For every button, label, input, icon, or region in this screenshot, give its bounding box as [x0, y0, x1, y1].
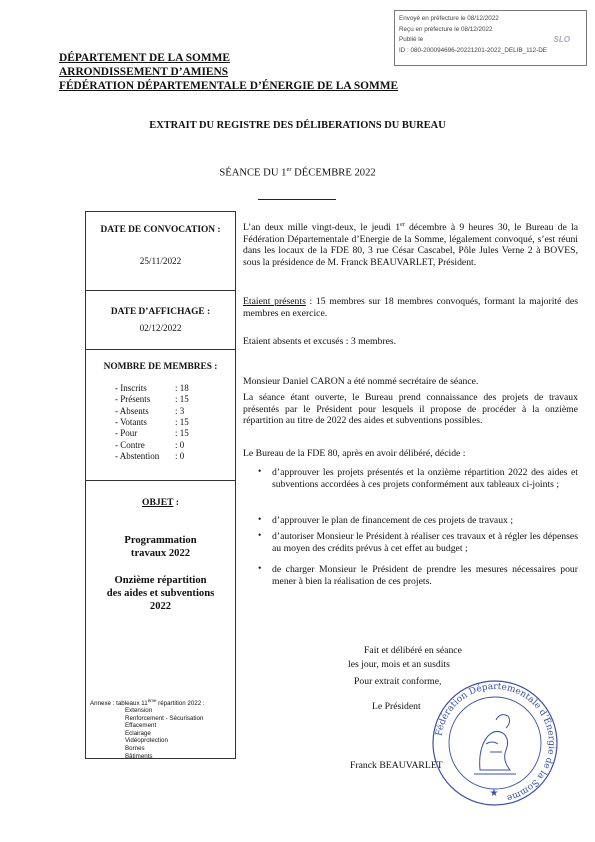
objet-label: OBJET [142, 497, 174, 508]
objet-subtitle-line: 2022 [149, 601, 172, 612]
annexe-heading-a: Annexe : tableaux 11 [90, 700, 148, 708]
prefecture-stamp [394, 10, 587, 66]
bullet-marker: • [258, 467, 262, 477]
session-paragraph: La séance étant ouverte, le Bureau prend connaissance des projets de travaux présentés par le Président pour lesquels il propose de procéder à la onzième répartition au titre de 2022 des aides et subventions possibles. [243, 392, 578, 427]
seance-underline [258, 199, 336, 200]
member-count-row [115, 440, 184, 450]
bullet-marker: • [258, 564, 262, 574]
annexe-heading-sup: ème [147, 698, 157, 703]
header-department: DÉPARTEMENT DE LA SOMME [59, 52, 231, 64]
member-count-row [115, 451, 184, 461]
slo-logo: SLO [553, 35, 570, 44]
document-title: EXTRAIT DU REGISTRE DES DÉLIBERATIONS DU BUREAU [149, 120, 446, 131]
objet-subtitle-line: des aides et subventions [106, 588, 215, 599]
decision-intro: Le Bureau de la FDE 80, après en avoir délibéré, décide : [243, 448, 466, 459]
member-count-row [115, 394, 189, 404]
annexe-heading [90, 698, 205, 707]
convocation-date: 25/11/2022 [139, 256, 182, 266]
left-info-box [85, 211, 236, 759]
header-federation: FÉDÉRATION DÉPARTEMENTALE D’ÉNERGIE DE LA SOMME [59, 80, 399, 92]
annexe-item: Effacement [125, 722, 157, 730]
presents-text: : 15 membres sur 18 membres convoqués, formant la majorité des membres en exercice. [243, 296, 578, 319]
annexe-item: Extension [125, 707, 153, 714]
annexe-heading-b: répartition 2022 : [156, 700, 205, 708]
member-count-value: : 15 [175, 394, 189, 405]
signature-line: Pour extrait conforme, [354, 676, 442, 687]
member-count-value: : 15 [175, 428, 189, 439]
opening-text-b: décembre à 9 heures 30, le Bureau de la Fédération Départementale d’Energie de la Somme, légalement convoqué, s’est réuni dans les locaux de la FDE 80, 3 rue César Cascabel, Pôle Jules Verne 2 à BOVES, sous la présidence de M. Franck BEAUVARLET, Président. [243, 222, 578, 269]
objet-subtitle-line: Onzième répartition [114, 575, 207, 586]
signature-title: Le Président [372, 701, 421, 712]
member-count-label: - Contre [115, 439, 145, 450]
member-count-label: - Votants [115, 416, 147, 427]
seance-date-sup: er [286, 166, 292, 173]
opening-text-sup: er [400, 222, 405, 228]
bullet-marker: • [258, 531, 262, 541]
annexe-item: Eclairage [125, 729, 151, 737]
signature-line: Fait et délibéré en séance [364, 645, 462, 656]
stamp-sent-line: Envoyé en préfecture le 08/12/2022 [399, 15, 499, 22]
membres-label: NOMBRE DE MEMBRES : [103, 362, 218, 372]
president-name: Franck BEAUVARLET [350, 760, 443, 771]
bullet-marker: • [258, 515, 262, 525]
opening-paragraph [243, 220, 578, 269]
objet-title-line: travaux 2022 [130, 548, 191, 559]
signature-line: les jour, mois et an susdits [348, 659, 450, 670]
affichage-label: DATE D’AFFICHAGE : [110, 307, 211, 317]
seance-date-suffix: DÉCEMBRE 2022 [291, 167, 376, 179]
decision-item: d’autoriser Monsieur le Président à réaliser ces travaux et à régler les dépenses au moyen des crédits prévus à cet effet au budget ; [272, 531, 578, 554]
seance-date-prefix: SÉANCE DU 1 [219, 167, 287, 179]
official-seal [430, 678, 560, 808]
member-count-value: : 3 [175, 405, 185, 416]
member-count-row [115, 383, 189, 393]
absents-paragraph: Etaient absents et excusés : 3 membres. [243, 336, 397, 347]
member-count-label: - Abstention [115, 450, 160, 461]
member-count-row [115, 406, 184, 416]
seal-ring-text: Fédération Départementale d’Énergie de la Somme [434, 681, 557, 803]
box-divider [86, 290, 235, 291]
box-divider [86, 480, 235, 481]
stamp-id-line: ID : 080-200094696-20221201-2022_DELIB_112-DE [399, 46, 547, 54]
decision-item: d’approuver les projets présentés et la onzième répartition 2022 des aides et subventions accordées à ces projets conformément aux tableaux ci-joints ; [272, 467, 578, 490]
stamp-published-line: Publié le [399, 36, 424, 43]
member-count-row [115, 417, 189, 427]
convocation-label: DATE DE CONVOCATION : [100, 225, 221, 235]
objet-heading [86, 497, 235, 508]
annexe-item: Renforcement - Sécurisation [125, 714, 204, 722]
presents-label: Etaient présents [243, 296, 306, 307]
seal-star-icon: ★ [489, 788, 499, 799]
header-arrondissement: ARRONDISSEMENT D’AMIENS [59, 66, 229, 78]
member-count-value: : 0 [175, 439, 185, 450]
annexe-item: Bâtiments [125, 752, 153, 760]
member-count-label: - Pour [115, 428, 138, 439]
presents-paragraph [243, 296, 578, 319]
stamp-received-line: Reçu en préfecture le 08/12/2022 [399, 25, 493, 33]
member-count-label: - Absents [115, 405, 149, 416]
member-count-value: : 0 [175, 450, 185, 461]
opening-text-a: L’an deux mille vingt-deux, le jeudi 1 [243, 222, 401, 234]
annexe-item: Bornes [125, 745, 145, 752]
member-count-label: - Présents [115, 394, 151, 405]
member-count-row [115, 428, 189, 438]
secretary-paragraph: Monsieur Daniel CARON a été nommé secrétaire de séance. [243, 376, 479, 387]
objet-colon: : [173, 497, 179, 508]
box-divider [86, 349, 235, 350]
seance-date [0, 166, 595, 179]
member-count-value: : 18 [175, 383, 189, 393]
decision-item: de charger Monsieur le Président de prendre les mesures nécessaires pour mener à bien la réalisation de ces projets. [272, 564, 578, 587]
objet-title-line: Programmation [124, 535, 197, 546]
member-count-label: - Inscrits [115, 383, 147, 393]
affichage-date: 02/12/2022 [139, 323, 182, 333]
decision-item: d’approuver le plan de financement de ces projets de travaux ; [272, 515, 514, 526]
annexe-item: Vidéoprotection [125, 737, 168, 745]
seal-emblem [474, 715, 516, 774]
member-count-value: : 15 [175, 416, 189, 427]
